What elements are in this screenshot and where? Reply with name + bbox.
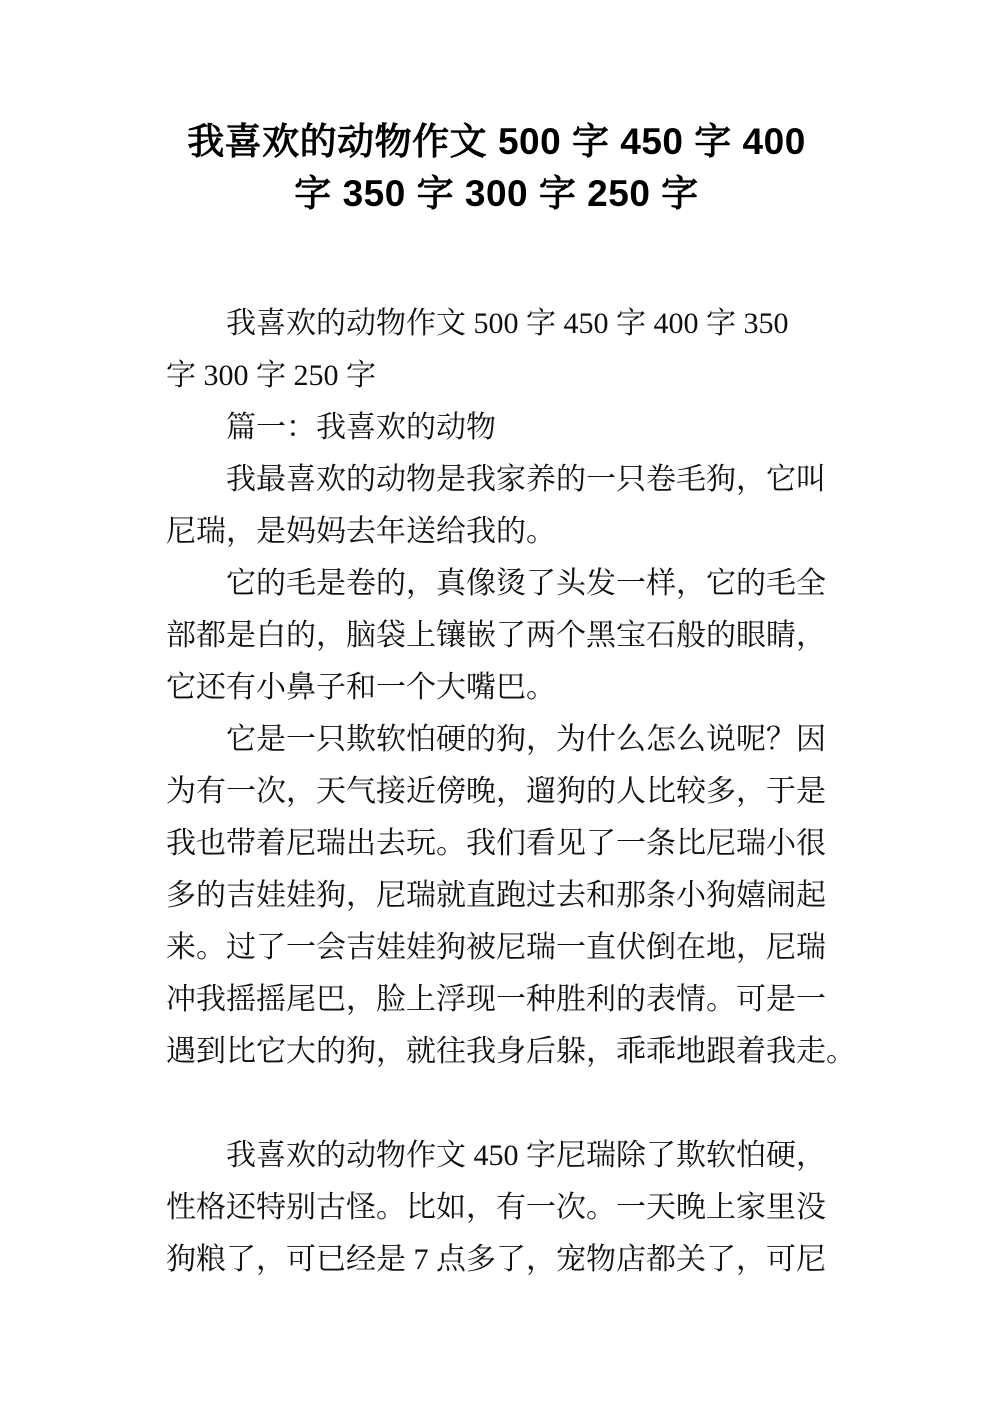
text-line: 它的毛是卷的，真像烫了头发一样，它的毛全 (226, 567, 826, 600)
essay-body (166, 298, 856, 1286)
text-line: 部都是白的，脑袋上镶嵌了两个黑宝石般的眼睛， (166, 619, 826, 652)
doc-title (0, 116, 993, 220)
paragraph (166, 1130, 856, 1286)
text-line: 篇一：我喜欢的动物 (226, 411, 496, 444)
text-line: 它还有小鼻子和一个大嘴巴。 (166, 671, 556, 704)
text-line: 遇到比它大的狗，就往我身后躲，乖乖地跟着我走。 (166, 1035, 856, 1068)
doc-title-line-1: 我喜欢的动物作文 500 字 450 字 400 (187, 121, 806, 162)
text-line: 我喜欢的动物作文 500 字 450 字 400 字 350 (226, 307, 789, 340)
text-line: 性格还特别古怪。比如，有一次。一天晚上家里没 (166, 1191, 826, 1224)
text-line: 我也带着尼瑞出去玩。我们看见了一条比尼瑞小很 (166, 827, 826, 860)
text-line: 来。过了一会吉娃娃狗被尼瑞一直伏倒在地，尼瑞 (166, 931, 826, 964)
paragraph (166, 558, 856, 714)
text-line: 我最喜欢的动物是我家养的一只卷毛狗，它叫 (226, 463, 826, 496)
paragraph (166, 402, 856, 454)
blank-line (166, 1078, 856, 1130)
text-line: 尼瑞，是妈妈去年送给我的。 (166, 515, 556, 548)
paragraph (166, 1078, 856, 1130)
doc-title-line-2: 字 350 字 300 字 250 字 (294, 173, 699, 214)
text-line: 我喜欢的动物作文 450 字尼瑞除了欺软怕硬， (226, 1139, 826, 1172)
text-line: 狗粮了，可已经是 7 点多了，宠物店都关了，可尼 (166, 1243, 826, 1276)
text-line: 字 300 字 250 字 (166, 359, 376, 392)
paragraph (166, 714, 856, 1078)
paragraph (166, 454, 856, 558)
text-line: 多的吉娃娃狗，尼瑞就直跑过去和那条小狗嬉闹起 (166, 879, 826, 912)
text-line: 为有一次，天气接近傍晚，遛狗的人比较多，于是 (166, 775, 826, 808)
paragraph (166, 298, 856, 402)
text-line: 它是一只欺软怕硬的狗，为什么怎么说呢？因 (226, 723, 826, 756)
text-line: 冲我摇摇尾巴，脸上浮现一种胜利的表情。可是一 (166, 983, 826, 1016)
